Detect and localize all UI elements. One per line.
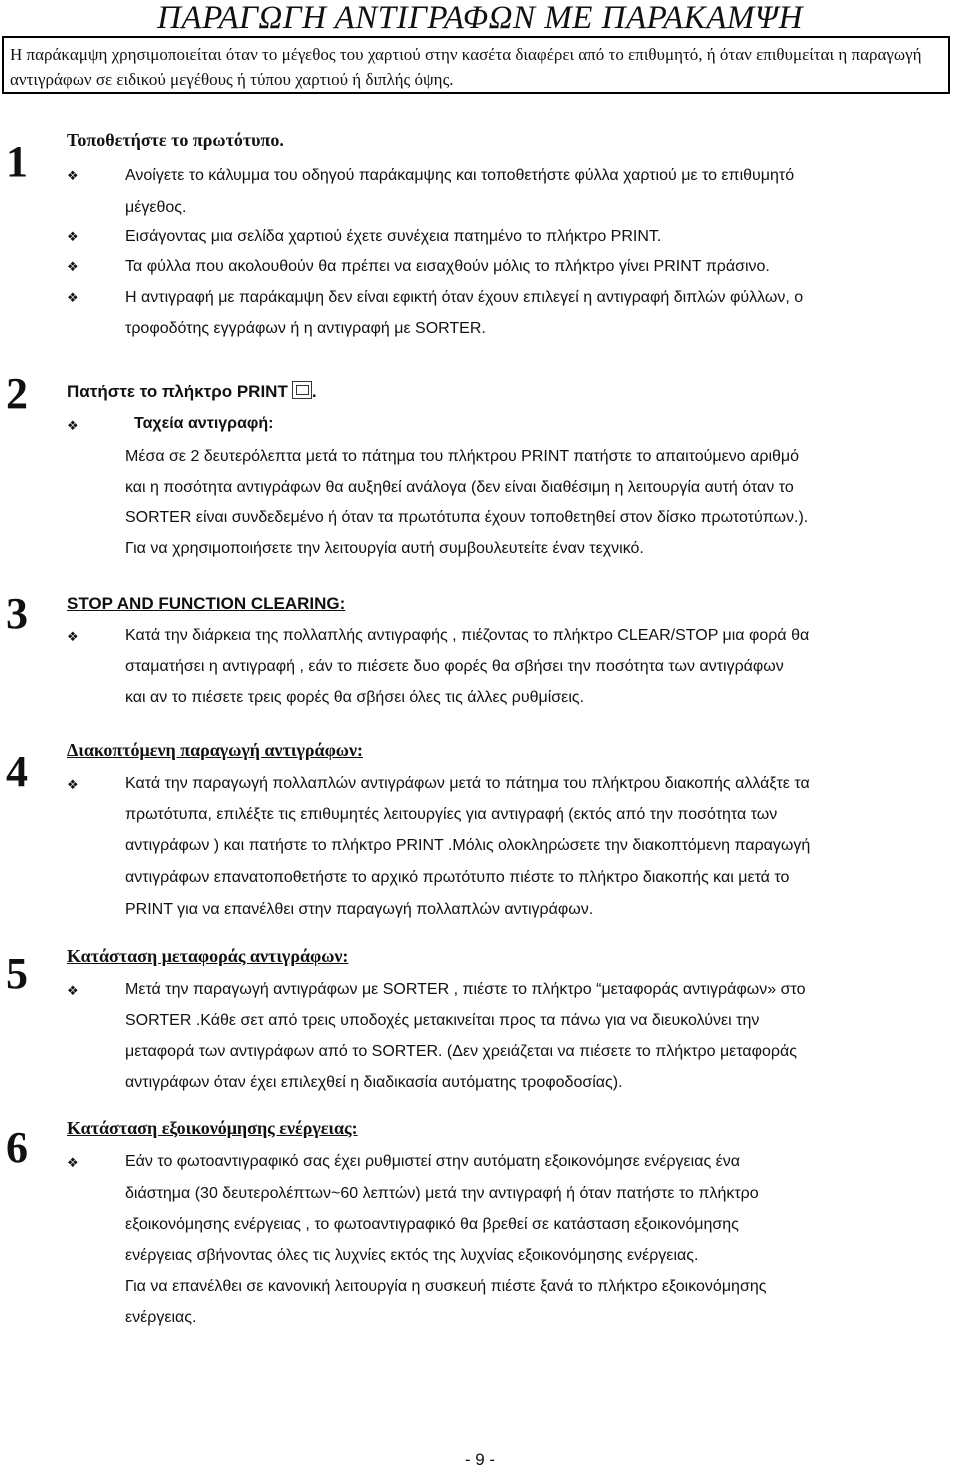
page-title: ΠΑΡΑΓΩΓΗ ΑΝΤΙΓΡΑΦΩΝ ΜΕ ΠΑΡΑΚΑΜΨΗ xyxy=(157,0,803,36)
heading-suffix: . xyxy=(311,382,317,401)
text-line: και η ποσότητα αντιγράφων θα αυξηθεί ανάλογα (δεν είναι διαθέσιμη η λειτουργία αυτή όταν το xyxy=(125,479,794,496)
section-number: 6 xyxy=(6,1123,28,1172)
text-line: Η αντιγραφή με παράκαμψη δεν είναι εφικτή όταν έχουν επιλεγεί η αντιγραφή διπλών φύλλων, ο xyxy=(125,289,804,306)
page-number: - 9 - xyxy=(464,1450,496,1469)
bullet-icon: ❖ xyxy=(67,983,79,998)
bullet-icon: ❖ xyxy=(67,418,79,433)
sub-heading: Ταχεία αντιγραφή: xyxy=(134,415,274,432)
text-line: SORTER είναι συνδεδεμένο ή όταν τα πρωτότυπα έχουν τοποθετηθεί στον δίσκο πρωτοτύπων.). xyxy=(125,509,809,526)
intro-box: Η παράκαμψη χρησιμοποιείται όταν το μέγεθος του χαρτιού στην κασέτα διαφέρει από το επιθυμητό, ή όταν επιθυμείται η παραγωγή αντιγράφων σε ειδικού μεγέθους ή τύπου χαρτιού ή διπλής όψης. xyxy=(2,36,950,94)
text-line: αντιγράφων ) και πατήστε το πλήκτρο PRINT .Μόλις ολοκληρώσετε την διακοπτόμενη παραγωγή xyxy=(125,837,811,854)
bullet-icon: ❖ xyxy=(67,629,79,644)
text-line: και αν το πιέσετε τρεις φορές θα σβήσει όλες τις άλλες ρυθμίσεις. xyxy=(125,689,585,706)
text-line: Κατά την παραγωγή πολλαπλών αντιγράφων μετά το πάτημα του πλήκτρου διακοπής αλλάξτε τα xyxy=(125,775,810,792)
section-heading xyxy=(67,380,317,404)
text-line: σταματήσει η αντιγραφή , εάν το πιέσετε δυο φορές θα σβήσει την ποσότητα των αντιγράφων xyxy=(125,658,784,675)
text-line: Για να χρησιμοποιήσετε την λειτουργία αυτή συμβουλευτείτε έναν τεχνικό. xyxy=(125,540,644,557)
text-line: ενέργειας σβήνοντας όλες τις λυχνίες εκτός της λυχνίας εξοικονόμησης ενέργειας. xyxy=(125,1247,699,1264)
text-line: αντιγράφων επανατοποθετήστε το αρχικό πρωτότυπο πιέστε το πλήκτρο διακοπής και μετά το xyxy=(125,869,790,886)
heading-text: Πατήστε το πλήκτρο PRINT xyxy=(67,382,288,401)
section-number: 5 xyxy=(6,949,28,998)
section-heading: STOP AND FUNCTION CLEARING: xyxy=(67,594,346,613)
section-heading: Κατάσταση εξοικονόμησης ενέργειας: xyxy=(67,1118,358,1138)
text-line: Μέσα σε 2 δευτερόλεπτα μετά το πάτημα του πλήκτρου PRINT πατήστε το απαιτούμενο αριθμό xyxy=(125,448,800,465)
section-number: 3 xyxy=(6,589,28,638)
text-line: Κατά την διάρκεια της πολλαπλής αντιγραφής , πιέζοντας το πλήκτρο CLEAR/STOP μια φορά θα xyxy=(125,627,810,644)
bullet-icon: ❖ xyxy=(67,1155,79,1170)
text-line: Μετά την παραγωγή αντιγράφων με SORTER , πιέστε το πλήκτρο “μεταφοράς αντιγράφων» στο xyxy=(125,981,806,998)
text-line: Εισάγοντας μια σελίδα χαρτιού έχετε συνέχεια πατημένο το πλήκτρο PRINT. xyxy=(125,228,662,245)
section-heading: Κατάσταση μεταφοράς αντιγράφων: xyxy=(67,946,349,966)
text-line: μεταφορά των αντιγράφων από το SORTER. (Δεν χρειάζεται να πιέσετε το πλήκτρο μεταφοράς xyxy=(125,1043,797,1060)
text-line: πρωτότυπα, επιλέξτε τις επιθυμητές λειτουργίες για αντιγραφή (εκτός από την ποσότητα των xyxy=(125,806,778,823)
bullet-icon: ❖ xyxy=(67,168,79,183)
bullet-icon: ❖ xyxy=(67,777,79,792)
text-line: ενέργειας. xyxy=(125,1309,197,1326)
text-line: εξοικονόμησης ενέργειας , το φωτοαντιγραφικό θα βρεθεί σε κατάσταση εξοικονόμησης xyxy=(125,1216,739,1233)
section-number: 1 xyxy=(6,137,28,186)
print-key-icon xyxy=(292,381,312,399)
section-number: 2 xyxy=(6,369,28,418)
text-line: αντιγράφων όταν έχει επιλεχθεί η διαδικασία αυτόματης τροφοδοσίας). xyxy=(125,1074,623,1091)
text-line: Εάν το φωτοαντιγραφικό σας έχει ρυθμιστεί στην αυτόματη εξοικονόμησε ενέργειας ένα xyxy=(125,1153,741,1170)
text-line: SORTER .Κάθε σετ από τρεις υποδοχές μετακινείται προς τα πάνω για να διευκολύνει την xyxy=(125,1012,760,1029)
text-line: PRINT για να επανέλθει στην παραγωγή πολλαπλών αντιγράφων. xyxy=(125,901,594,918)
bullet-icon: ❖ xyxy=(67,259,79,274)
text-line: τροφοδότης εγγράφων ή η αντιγραφή με SORTER. xyxy=(125,320,486,337)
text-line: διάστημα (30 δευτερολέπτων~60 λεπτών) μετά την αντιγραφή ή όταν πατήστε το πλήκτρο xyxy=(125,1185,759,1202)
section-number: 4 xyxy=(6,747,28,796)
section-heading: Τοποθετήστε το πρωτότυπο. xyxy=(67,130,284,150)
text-line: Για να επανέλθει σε κανονική λειτουργία η συσκευή πιέστε ξανά το πλήκτρο εξοικονόμησης xyxy=(125,1278,767,1295)
bullet-icon: ❖ xyxy=(67,290,79,305)
bullet-icon: ❖ xyxy=(67,229,79,244)
text-line: Τα φύλλα που ακολουθούν θα πρέπει να εισαχθούν μόλις το πλήκτρο γίνει PRINT πράσινο. xyxy=(125,258,770,275)
section-heading: Διακοπτόμενη παραγωγή αντιγράφων: xyxy=(67,740,363,760)
text-line: Ανοίγετε το κάλυμμα του οδηγού παράκαμψης και τοποθετήστε φύλλα χαρτιού με το επιθυμητό xyxy=(125,167,795,184)
text-line: μέγεθος. xyxy=(125,199,187,216)
